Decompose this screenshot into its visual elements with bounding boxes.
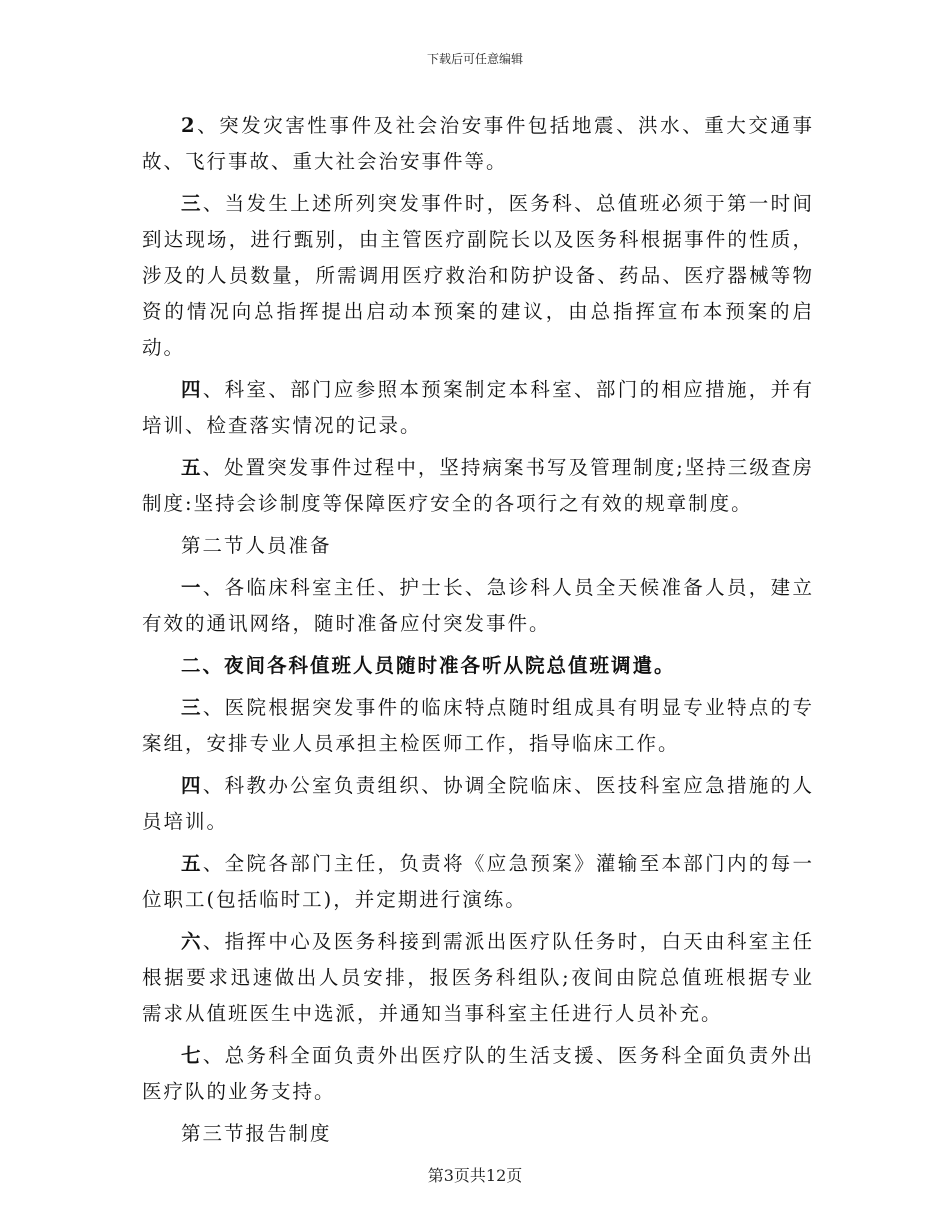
paragraph-s2-7 xyxy=(142,1038,814,1110)
paragraph-text: 、当发生上述所列突发事件时，医务科、总值班必须于第一时间到达现场，进行甄别，由主管医疗副院长以及医务科根据事件的性质，涉及的人员数量，所需调用医疗救治和防护设备、药品、医疗器械等物资的情况向总指挥提出启动本预案的建议，由总指挥宣布本预案的启动。 xyxy=(142,192,814,359)
paragraph-text: 、各临床科室主任、护士长、急诊科人员全天候准备人员，建立有效的通讯网络，随时准备应付突发事件。 xyxy=(142,576,814,635)
paragraph-s2-3 xyxy=(142,690,814,762)
paragraph-text: 、处置突发事件过程中，坚持病案书写及管理制度;坚持三级查房制度:坚持会诊制度等保障医疗安全的各项行之有效的规章制度。 xyxy=(142,456,814,515)
paragraph-lead: 七 xyxy=(181,1044,203,1067)
paragraph-s2-6 xyxy=(142,924,814,1032)
paragraph-text: 、科室、部门应参照本预案制定本科室、部门的相应措施，并有培训、检查落实情况的记录。 xyxy=(142,378,814,437)
paragraph-3 xyxy=(142,186,814,366)
paragraph-lead: 四 xyxy=(181,774,203,797)
paragraph-s2-1 xyxy=(142,570,814,642)
paragraph-lead: 六 xyxy=(181,930,203,953)
paragraph-text: 、夜间各科值班人员随时准各听从院总值班调遣。 xyxy=(202,654,676,677)
paragraph-lead: 三 xyxy=(181,696,203,719)
paragraph-2 xyxy=(142,108,814,180)
paragraph-lead: 五 xyxy=(181,852,203,875)
paragraph-s2-2 xyxy=(142,648,814,684)
paragraph-text: 、指挥中心及医务科接到需派出医疗队任务时，白天由科室主任根据要求迅速做出人员安排，报医务科组队;夜间由院总值班根据专业需求从值班医生中选派，并通知当事科室主任进行人员补充。 xyxy=(142,930,814,1025)
paragraph-lead: 2 xyxy=(181,114,197,137)
paragraph-text: 、突发灾害性事件及社会治安事件包括地震、洪水、重大交通事故、飞行事故、重大社会治安事件等。 xyxy=(142,114,814,173)
section-heading-2: 第二节人员准备 xyxy=(181,534,332,557)
paragraph-text: 、医院根据突发事件的临床特点随时组成具有明显专业特点的专案组，安排专业人员承担主检医师工作，指导临床工作。 xyxy=(142,696,814,755)
paragraph-s2-4 xyxy=(142,768,814,840)
paragraph-text: 、总务科全面负责外出医疗队的生活支援、医务科全面负责外出医疗队的业务支持。 xyxy=(142,1044,814,1103)
paragraph-5 xyxy=(142,450,814,522)
paragraph-4 xyxy=(142,372,814,444)
paragraph-lead: 四 xyxy=(181,378,203,401)
page-header: 下载后可任意编辑 xyxy=(426,52,523,66)
paragraph-lead: 五 xyxy=(181,456,203,479)
document-body xyxy=(142,108,814,1158)
paragraph-s2-5 xyxy=(142,846,814,918)
paragraph-lead: 二 xyxy=(181,654,203,677)
paragraph-text: 、科教办公室负责组织、协调全院临床、医技科室应急措施的人员培训。 xyxy=(142,774,814,833)
page-footer: 第3页共12页 xyxy=(427,1166,523,1185)
paragraph-lead: 三 xyxy=(181,192,203,215)
paragraph-lead: 一 xyxy=(181,576,203,599)
section-heading-3: 第三节报告制度 xyxy=(181,1122,332,1145)
paragraph-text: 、全院各部门主任，负责将《应急预案》灌输至本部门内的每一位职工(包括临时工)，并定期进行演练。 xyxy=(142,852,814,911)
